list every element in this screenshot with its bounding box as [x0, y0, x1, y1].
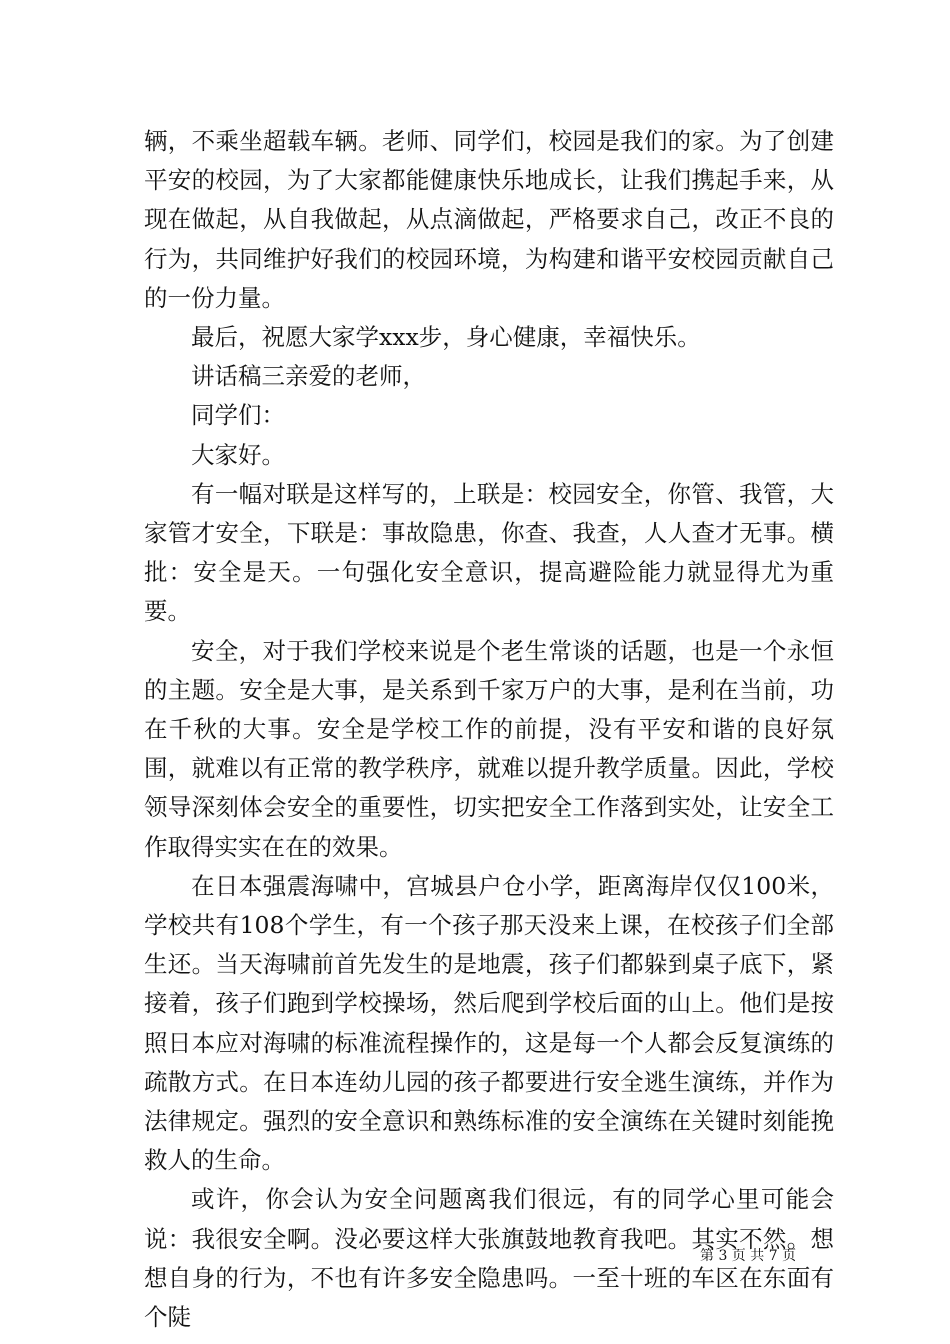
- paragraph-1: 辆，不乘坐超载车辆。老师、同学们，校园是我们的家。为了创建平安的校园，为了大家都能健康快乐地成长，让我们携起手来，从现在做起，从自我做起，从点滴做起，严格要求自己，改正不良的行为，共同维护好我们的校园环境，为构建和谐平安校园贡献自己的一份力量。: [144, 127, 834, 312]
- paragraph-2: 最后，祝愿大家学xxx步，身心健康，幸福快乐。: [191, 323, 701, 352]
- paragraph-7: 安全，对于我们学校来说是个老生常谈的话题，也是一个永恒的主题。安全是大事，是关系到千家万户的大事，是利在当前，功在千秋的大事。安全是学校工作的前提，没有平安和谐的良好氛围，就难以有正常的教学秩序，就难以提升教学质量。因此，学校领导深刻体会安全的重要性，切实把安全工作落到实处，让安全工作取得实实在在的效果。: [144, 636, 834, 861]
- paragraph-8: 在日本强震海啸中，宫城县户仓小学，距离海岸仅仅100米，学校共有108个学生，有一个孩子那天没来上课，在校孩子们全部生还。当天海啸前首先发生的是地震，孩子们都躲到桌子底下，紧接着，孩子们跑到学校操场，然后爬到学校后面的山上。他们是按照日本应对海啸的标准流程操作的，这是每一个人都会反复演练的疏散方式。在日本连幼儿园的孩子都要进行安全逃生演练，并作为法律规定。强烈的安全意识和熟练标准的安全演练在关键时刻能挽救人的生命。: [144, 871, 834, 1175]
- document-body: [144, 122, 834, 1337]
- paragraph-6: 有一幅对联是这样写的，上联是：校园安全，你管、我管，大家管才安全，下联是：事故隐患，你查、我查，人人查才无事。横批：安全是天。一句强化安全意识，提高避险能力就显得尤为重要。: [144, 479, 834, 626]
- paragraph-3: 讲话稿三亲爱的老师，: [191, 362, 426, 391]
- page-number-footer: 第 3 页 共 7 页: [700, 1248, 797, 1264]
- paragraph-9: 或许，你会认为安全问题离我们很远，有的同学心里可能会说：我很安全啊。没必要这样大张旗鼓地教育我吧。其实不然。想想自身的行为，不也有许多安全隐患吗。一至十班的车区在东面有个陡: [144, 1185, 834, 1332]
- paragraph-5: 大家好。: [191, 440, 285, 469]
- paragraph-4: 同学们：: [191, 401, 285, 430]
